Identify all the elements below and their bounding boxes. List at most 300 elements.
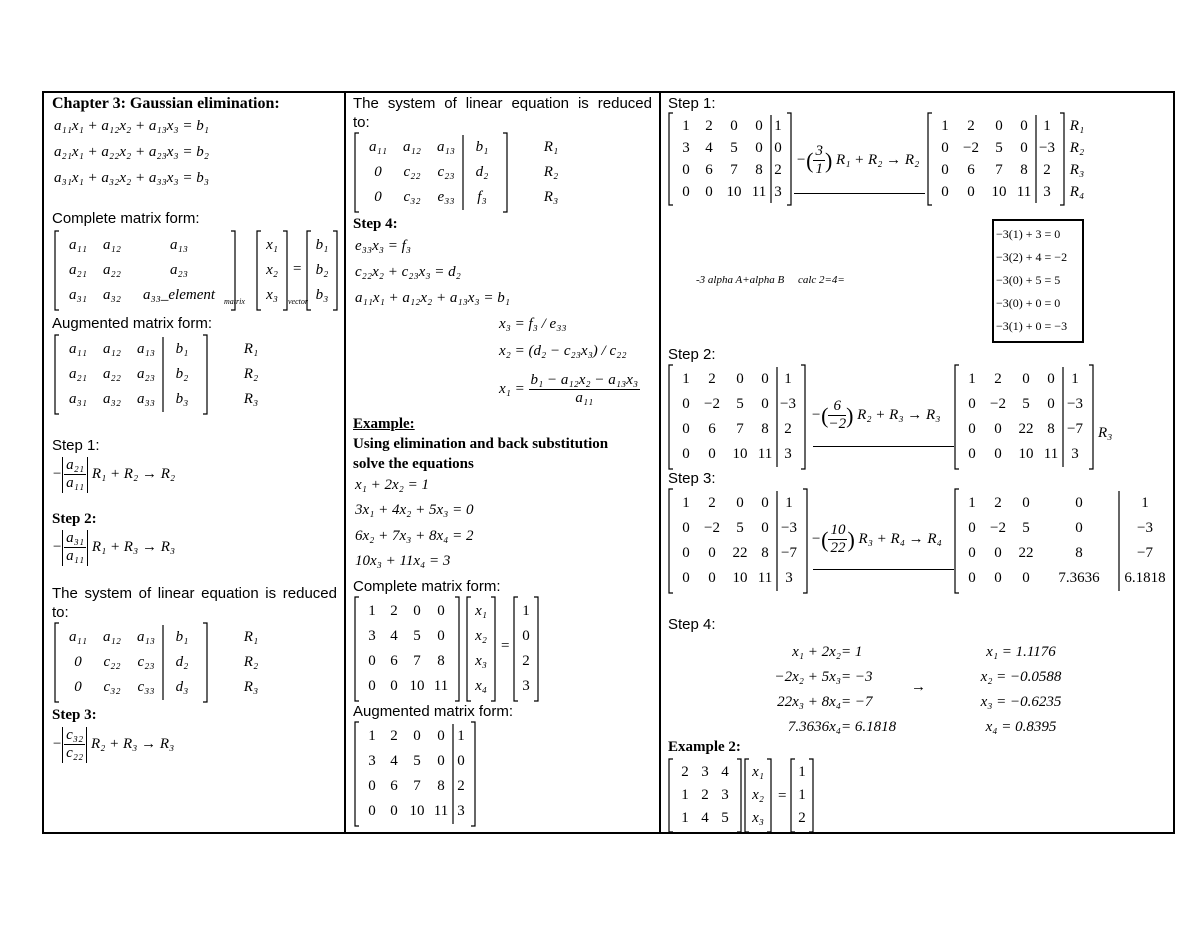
matrix-cell: 6 xyxy=(705,161,713,178)
matrix-cell: a₂₃ xyxy=(137,366,155,382)
matrix-cell: b₂ xyxy=(315,262,329,278)
step-1-label: Step 1: xyxy=(52,437,100,454)
matrix-cell: a₃₁ xyxy=(69,391,87,407)
matrix-cell: 4 xyxy=(390,753,398,769)
matrix-cell: x₁ = 1.1176 xyxy=(986,644,1056,660)
matrix-cell: 0 xyxy=(774,139,782,156)
matrix-cell: 0 xyxy=(1022,570,1030,586)
step-2-result-matrix xyxy=(954,365,1094,469)
matrix-cell: 0 xyxy=(682,446,690,462)
matrix-cell: −3(1) + 3 = 0 xyxy=(996,227,1061,241)
matrix-cell: 0 xyxy=(522,628,530,644)
matrix-cell: 2 xyxy=(798,810,806,826)
matrix-cell: a₂₁ xyxy=(69,366,87,382)
matrix-cell: 0 xyxy=(995,117,1003,134)
matrix-cell: 0 xyxy=(968,421,976,437)
matrix-cell: 1 xyxy=(968,371,976,387)
reduced-text: The system of linear equation is reduced xyxy=(353,95,652,112)
matrix-cell: 5 xyxy=(730,139,738,156)
matrix-cell: 0 xyxy=(968,446,976,462)
augmented-matrix xyxy=(354,722,476,826)
calc-note: -3 alpha A+alpha B calc 2=4= xyxy=(696,274,845,286)
matrix-cell: x₂ xyxy=(266,262,278,278)
augmented-form-label: Augmented matrix form: xyxy=(52,315,213,332)
matrix-cell: R₃ xyxy=(243,391,259,407)
matrix-cell: x₂ xyxy=(475,628,487,644)
matrix-cell: 8 xyxy=(761,545,769,561)
matrix-cell: 3 xyxy=(368,628,376,644)
matrix-cell: 2 xyxy=(994,371,1002,387)
equals-sign: = xyxy=(778,788,787,804)
matrix-cell: 7 xyxy=(413,653,421,669)
matrix-cell: 2 xyxy=(708,371,716,387)
step-2-matrix xyxy=(668,365,806,469)
matrix-cell: 1 xyxy=(682,117,690,134)
matrix-cell: 0 xyxy=(682,520,690,536)
matrix-cell: 6.1818 xyxy=(1124,570,1166,586)
step-4-label: Step 4: xyxy=(353,216,398,232)
matrix-cell: 11 xyxy=(751,183,767,200)
matrix-cell: 5 xyxy=(736,396,744,412)
matrix-cell: a₃₂ xyxy=(103,287,121,303)
column-2 xyxy=(346,93,659,832)
row-label-r3: R₃ xyxy=(1098,425,1113,441)
matrix-cell: 7.3636x₄ xyxy=(787,719,841,735)
matrix-cell: = −3 xyxy=(841,669,873,685)
example-2-variable-vector xyxy=(744,759,772,832)
matrix-cell: a₃₂ xyxy=(103,391,121,407)
step-3-matrix xyxy=(668,489,808,593)
matrix-cell: −3(0) + 5 = 5 xyxy=(996,273,1061,287)
matrix-cell: 1 xyxy=(682,371,690,387)
matrix-cell: −3 xyxy=(1067,396,1083,412)
arrow: → xyxy=(911,679,926,695)
matrix-cell: −3 xyxy=(1039,139,1055,156)
matrix-cell: 7 xyxy=(413,778,421,794)
matrix-cell: 1 xyxy=(784,371,792,387)
matrix-cell: −7 xyxy=(781,545,797,561)
matrix-cell: 0 xyxy=(368,653,376,669)
matrix-cell: 1 xyxy=(457,728,465,744)
example-text: Using elimination and back substitution xyxy=(353,436,609,452)
matrix-cell: −2x₂ + 5x₃ xyxy=(774,669,841,685)
matrix-cell: 2 xyxy=(701,787,709,803)
matrix-cell: −3 xyxy=(780,396,796,412)
matrix-cell: 11 xyxy=(433,678,449,694)
matrix-cell: 2 xyxy=(390,603,398,619)
equals-sign: = xyxy=(293,261,302,277)
matrix-cell: 0 xyxy=(457,753,465,769)
matrix-cell: 3 xyxy=(784,446,792,462)
matrix-cell: 6 xyxy=(390,778,398,794)
example-heading: Example: xyxy=(353,416,415,432)
matrix-cell: = 1 xyxy=(841,644,863,660)
equation-1: a₁₁x₁ + a₁₂x₂ + a₁₃x₃ = b₁ xyxy=(54,118,209,134)
matrix-cell: 0 xyxy=(968,545,976,561)
matrix-cell: 0 xyxy=(368,678,376,694)
reduced-text: The system of linear equation is reduced xyxy=(52,585,337,602)
matrix-cell: 8 xyxy=(1047,421,1055,437)
matrix-cell: a₁₃ xyxy=(170,237,188,253)
equation-3: a₃₁x₁ + a₃₂x₂ + a₃₃x₃ = b₃ xyxy=(54,170,209,186)
back-sub-eq-3: a₁₁x₁ + a₁₂x₂ + a₁₃x₃ = b₁ xyxy=(355,290,510,306)
row-labels xyxy=(236,335,266,414)
matrix-cell: 1 xyxy=(798,787,806,803)
matrix-cell: 2 xyxy=(967,117,975,134)
matrix-cell: x₁ xyxy=(752,764,764,780)
matrix-cell: 5 xyxy=(995,139,1003,156)
matrix-cell: 4 xyxy=(701,810,709,826)
step-1-operation: −( $\frac{3}{1}$ ) R₁ + R₂ → R₂ xyxy=(796,143,920,178)
matrix-cell: 0 xyxy=(368,778,376,794)
matrix-cell: 22 xyxy=(1018,545,1034,561)
matrix-cell: 0 xyxy=(968,520,976,536)
matrix-cell: 0 xyxy=(413,728,421,744)
matrix-cell: R₂ xyxy=(243,366,259,382)
matrix-cell: 0 xyxy=(390,803,398,819)
matrix-cell: 1 xyxy=(681,787,689,803)
matrix-cell: f₃ xyxy=(477,189,487,205)
example-2-matrix xyxy=(668,759,742,832)
matrix-cell: 3 xyxy=(1043,183,1051,200)
matrix-cell: −3 xyxy=(781,520,797,536)
matrix-cell: 0 xyxy=(994,446,1002,462)
matrix-cell: 2 xyxy=(708,495,716,511)
matrix-subscript: matrix xyxy=(224,297,245,306)
matrix-cell: R₃ xyxy=(543,189,559,205)
matrix-cell: 5 xyxy=(413,628,421,644)
matrix-cell: 4 xyxy=(721,764,729,780)
matrix-cell: 0 xyxy=(437,628,445,644)
matrix-cell: a₁₃ xyxy=(437,139,455,155)
matrix-cell: b₁ xyxy=(475,139,489,155)
matrix-cell: 6 xyxy=(967,161,975,178)
matrix-cell: 1 xyxy=(798,764,806,780)
matrix-cell: 0 xyxy=(1020,139,1028,156)
step-1-label: Step 1: xyxy=(668,95,716,112)
column-1 xyxy=(44,93,344,832)
matrix-cell: −2 xyxy=(990,396,1006,412)
step-3-operation: − $\frac{\text{c₃₂}}{\text{c₂₂}}$ R₂ + R₃ → R₃ xyxy=(52,727,175,762)
step-4-system xyxy=(661,638,1131,742)
matrix-cell: 8 xyxy=(761,421,769,437)
matrix-cell: a₂₂ xyxy=(103,366,121,382)
step-1-operation: − $\frac{\text{a₂₁}}{\text{a₁₁}}$ R₁ + R₂ → R₂ xyxy=(52,457,176,492)
matrix-cell: a₁₂ xyxy=(403,139,421,155)
row-labels xyxy=(536,133,566,212)
matrix-cell: 0 xyxy=(74,679,82,695)
matrix-cell: 10 xyxy=(409,803,425,819)
matrix-cell: 11 xyxy=(433,803,449,819)
matrix-cell: 1 xyxy=(681,810,689,826)
matrix-cell: d₂ xyxy=(475,164,489,180)
matrix-cell: 3 xyxy=(522,678,530,694)
matrix-cell: 5 xyxy=(736,520,744,536)
matrix-cell: −2 xyxy=(704,396,720,412)
matrix-cell: R₂ xyxy=(543,164,559,180)
matrix-cell: 0 xyxy=(761,520,769,536)
step-4-label: Step 4: xyxy=(668,616,716,633)
matrix-cell: 0 xyxy=(708,446,716,462)
matrix-cell: a₁₁ xyxy=(69,629,87,645)
matrix-cell: a₁₂ xyxy=(103,237,121,253)
matrix-cell: 8 xyxy=(437,653,445,669)
example-text: solve the equations xyxy=(353,456,474,472)
matrix-cell: 5 xyxy=(721,810,729,826)
matrix-cell: c₂₂ xyxy=(403,164,421,180)
matrix-cell: 0 xyxy=(941,183,949,200)
matrix-cell: a₂₁ xyxy=(69,262,87,278)
matrix-cell: a₂₂ xyxy=(103,262,121,278)
example-eq-2: 3x₁ + 4x₂ + 5x₃ = 0 xyxy=(355,502,474,518)
matrix-cell: 0 xyxy=(374,164,382,180)
matrix-cell: 3 xyxy=(682,139,690,156)
matrix-cell: 0 xyxy=(736,495,744,511)
equals-sign: = xyxy=(501,638,510,654)
matrix-cell: 0 xyxy=(761,396,769,412)
matrix-cell: 2 xyxy=(681,764,689,780)
matrix-cell: c₃₂ xyxy=(103,679,121,695)
matrix-cell: −2 xyxy=(704,520,720,536)
matrix-cell: 0 xyxy=(1075,495,1083,511)
equation-2: a₂₁x₁ + a₂₂x₂ + a₂₃x₃ = b₂ xyxy=(54,144,209,160)
matrix-cell: 0 xyxy=(437,603,445,619)
matrix-cell: −3 xyxy=(1137,520,1153,536)
matrix-cell: 1 xyxy=(968,495,976,511)
matrix-cell: 11 xyxy=(1043,446,1059,462)
matrix-cell: 0 xyxy=(968,570,976,586)
matrix-cell: 0 xyxy=(682,421,690,437)
matrix-cell: 7 xyxy=(736,421,744,437)
step-1-matrix xyxy=(668,113,792,205)
matrix-cell: R₄ xyxy=(1069,183,1085,200)
matrix-cell: −7 xyxy=(1067,421,1083,437)
matrix-cell: 0 xyxy=(941,161,949,178)
matrix-cell: 4 xyxy=(705,139,713,156)
matrix-cell: 3 xyxy=(774,183,782,200)
matrix-cell: 0 xyxy=(761,371,769,387)
matrix-cell: a₁₂ xyxy=(103,341,121,357)
row-labels xyxy=(236,623,266,702)
matrix-cell: c₂₂ xyxy=(103,654,121,670)
vector-subscript: vector xyxy=(288,297,308,306)
matrix-cell: 3 xyxy=(368,753,376,769)
matrix-cell: b₁ xyxy=(175,629,189,645)
matrix-cell: 0 xyxy=(705,183,713,200)
matrix-cell: a₂₃ xyxy=(170,262,188,278)
matrix-cell: 2 xyxy=(1043,161,1051,178)
matrix-cell: 8 xyxy=(1075,545,1083,561)
matrix-cell: 0 xyxy=(682,545,690,561)
matrix-cell: 0 xyxy=(1020,117,1028,134)
complete-form-label: Complete matrix form: xyxy=(353,578,501,595)
matrix-cell: a₁₁ xyxy=(369,139,387,155)
matrix-cell: R₂ xyxy=(1069,139,1085,156)
matrix-cell: d₂ xyxy=(175,654,189,670)
matrix-cell: 11 xyxy=(1016,183,1032,200)
matrix-cell: 10 xyxy=(409,678,425,694)
matrix-cell: 0 xyxy=(682,396,690,412)
matrix-cell: 1 xyxy=(1071,371,1079,387)
chapter-title: Chapter 3: Gaussian elimination: xyxy=(52,95,280,112)
matrix-cell: 11 xyxy=(757,446,773,462)
matrix-cell: R₁ xyxy=(543,139,559,155)
reduced-text-to: to: xyxy=(52,604,69,621)
matrix-cell: 10 xyxy=(726,183,742,200)
matrix-cell: c₃₃ xyxy=(137,679,155,695)
matrix-cell: 1 xyxy=(522,603,530,619)
step-2-operation: − $\frac{\text{a₃₁}}{\text{a₁₁}}$ R₁ + R₃ → R₃ xyxy=(52,530,176,565)
matrix-cell: 1 xyxy=(1141,495,1149,511)
matrix-cell: c₃₂ xyxy=(403,189,421,205)
matrix-cell: 0 xyxy=(413,603,421,619)
matrix-cell: 7 xyxy=(995,161,1003,178)
matrix-cell: 2 xyxy=(522,653,530,669)
calc-lines xyxy=(996,222,1076,341)
matrix-cell: 8 xyxy=(437,778,445,794)
reduced-matrix xyxy=(54,623,208,702)
matrix-cell: 1 xyxy=(368,603,376,619)
matrix-cell: b₃ xyxy=(315,287,329,303)
matrix-cell: a₃₁ xyxy=(69,287,87,303)
reduced-matrix xyxy=(354,133,508,212)
matrix-cell: x₁ + 2x₂ xyxy=(792,644,841,660)
step-3-label: Step 3: xyxy=(668,470,716,487)
matrix-cell: 2 xyxy=(390,728,398,744)
matrix-cell: b₃ xyxy=(175,391,189,407)
matrix-cell: x₂ xyxy=(752,787,764,803)
matrix-cell: 3 xyxy=(457,803,465,819)
matrix-cell: x₁ xyxy=(475,603,487,619)
matrix-cell: 0 xyxy=(755,139,763,156)
matrix-cell: −7 xyxy=(1137,545,1153,561)
matrix-cell: x₁ xyxy=(266,237,278,253)
matrix-cell: 3 xyxy=(721,787,729,803)
matrix-cell: 22 xyxy=(1018,421,1034,437)
arrow-line xyxy=(813,446,954,447)
matrix-cell: 7.3636 xyxy=(1058,570,1100,586)
matrix-cell: a₁₃ xyxy=(137,629,155,645)
solution-x2: x₂ = (d₂ − c₂₃x₃) / c₂₂ xyxy=(499,343,627,359)
matrix-cell: 0 xyxy=(755,117,763,134)
matrix-cell: 0 xyxy=(682,570,690,586)
matrix-cell: 11 xyxy=(757,570,773,586)
matrix-cell: 10 xyxy=(732,570,748,586)
matrix-cell: 1 xyxy=(774,117,782,134)
step-3-result-matrix xyxy=(954,489,1175,593)
matrix-cell: 0 xyxy=(390,678,398,694)
matrix-cell: 0 xyxy=(708,570,716,586)
matrix-cell: 10 xyxy=(991,183,1007,200)
matrix-cell: 2 xyxy=(457,778,465,794)
matrix-cell: 1 xyxy=(682,495,690,511)
matrix-cell: 6 xyxy=(708,421,716,437)
matrix-cell: a₁₃ xyxy=(137,341,155,357)
matrix-cell: 0 xyxy=(374,189,382,205)
matrix-cell: a₁₁ xyxy=(69,237,87,253)
augmented-matrix xyxy=(54,335,208,414)
matrix-cell: 5 xyxy=(1022,520,1030,536)
matrix-cell: 4 xyxy=(390,628,398,644)
step-2-label: Step 2: xyxy=(52,511,97,527)
matrix-cell: = 6.1818 xyxy=(841,719,897,735)
matrix-cell: 0 xyxy=(1047,371,1055,387)
matrix-cell: 0 xyxy=(437,728,445,744)
matrix-cell: 8 xyxy=(1020,161,1028,178)
matrix-cell: 0 xyxy=(708,545,716,561)
matrix-cell: 3 xyxy=(1071,446,1079,462)
matrix-cell: 5 xyxy=(413,753,421,769)
matrix-cell: 3 xyxy=(701,764,709,780)
matrix-cell: c₂₃ xyxy=(137,654,155,670)
matrix-cell: R₁ xyxy=(243,629,259,645)
matrix-cell: a₁₁ xyxy=(69,341,87,357)
row-labels xyxy=(1067,113,1087,205)
matrix-cell: b₂ xyxy=(175,366,189,382)
matrix-cell: a₃₃ xyxy=(137,391,155,407)
matrix-cell: 0 xyxy=(761,495,769,511)
reduced-text-to: to: xyxy=(353,114,370,131)
matrix-cell: 2 xyxy=(994,495,1002,511)
solution-x1: x₁ = $\frac{\text{b₁ − a₁₂x₂ − a₁₃x₃}}{\text{a₁₁}}$ xyxy=(499,372,639,407)
matrix-cell: R₂ xyxy=(243,654,259,670)
solution-x3: x₃ = f₃ / e₃₃ xyxy=(499,316,567,332)
coefficient-matrix xyxy=(54,231,236,310)
complete-form-label: Complete matrix form: xyxy=(52,210,200,227)
matrix-cell: 3 xyxy=(785,570,793,586)
augmented-form-label: Augmented matrix form: xyxy=(353,703,514,720)
matrix-cell: R₃ xyxy=(243,679,259,695)
matrix-cell: 0 xyxy=(682,161,690,178)
example-2-label: Example 2: xyxy=(668,739,741,755)
matrix-cell: −3(0) + 0 = 0 xyxy=(996,296,1061,310)
matrix-cell: 2 xyxy=(784,421,792,437)
matrix-cell: R₁ xyxy=(243,341,259,357)
matrix-cell: x₂ = −0.0588 xyxy=(980,669,1062,685)
matrix-cell: 10 xyxy=(732,446,748,462)
matrix-cell: 1 xyxy=(368,728,376,744)
matrix-cell: 0 xyxy=(1047,396,1055,412)
matrix-cell: 1 xyxy=(1043,117,1051,134)
arrow-line xyxy=(813,569,954,570)
matrix-cell: R₃ xyxy=(1069,161,1085,178)
matrix-cell: 5 xyxy=(1022,396,1030,412)
matrix-cell: R₁ xyxy=(1069,117,1085,134)
matrix-cell: 22 xyxy=(732,545,748,561)
matrix-cell: −3(1) + 0 = −3 xyxy=(996,319,1068,333)
matrix-cell: 7 xyxy=(730,161,738,178)
matrix-cell: 0 xyxy=(994,570,1002,586)
matrix-cell: 0 xyxy=(736,371,744,387)
matrix-cell: 0 xyxy=(941,139,949,156)
step-2-label: Step 2: xyxy=(668,346,716,363)
variable-vector xyxy=(466,597,496,701)
back-sub-eq-1: e₃₃x₃ = f₃ xyxy=(355,238,411,254)
matrix-cell: = −7 xyxy=(841,694,873,710)
matrix-cell: x₃ xyxy=(475,653,487,669)
matrix-cell: −3(2) + 4 = −2 xyxy=(996,250,1068,264)
arrow-line xyxy=(794,193,925,194)
matrix-cell: e₃₃ xyxy=(437,189,455,205)
constant-vector xyxy=(306,231,338,310)
matrix-cell: 0 xyxy=(967,183,975,200)
step-2-operation: −( $\frac{6}{-2}$ ) R₂ + R₃ → R₃ xyxy=(811,398,941,433)
matrix-cell: d₃ xyxy=(175,679,189,695)
matrix-cell: 0 xyxy=(1075,520,1083,536)
matrix-cell: 2 xyxy=(705,117,713,134)
matrix-cell: c₂₃ xyxy=(437,164,455,180)
matrix-cell: −2 xyxy=(990,520,1006,536)
